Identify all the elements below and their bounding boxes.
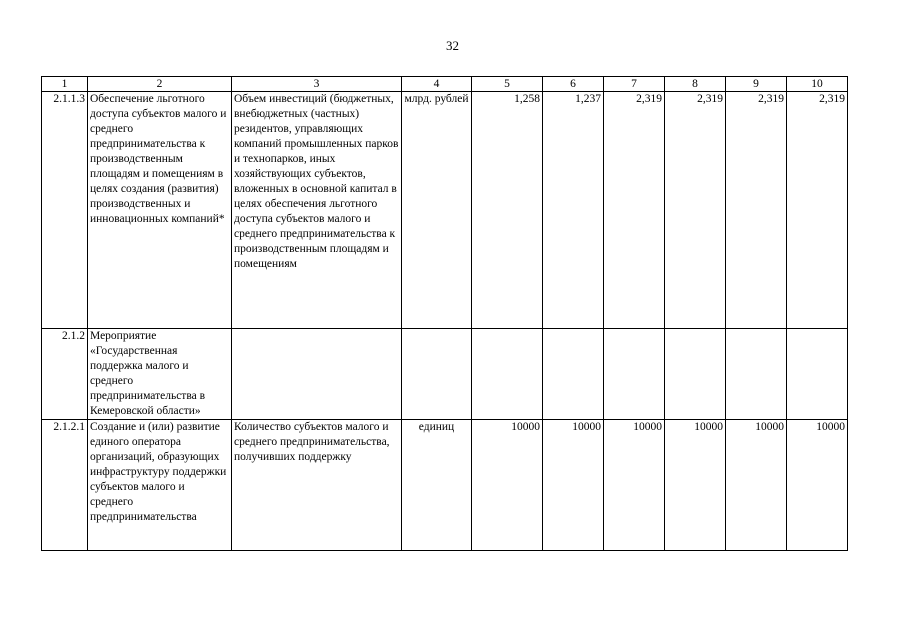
column-header: 9 (726, 77, 787, 92)
activity-name: Мероприятие «Государственная поддержка малого и среднего предпринимательства в Кемеровской области» (88, 329, 232, 420)
activity-name: Обеспечение льготного доступа субъектов малого и среднего предпринимательства к производственным площадям и помещениям в целях создания (развития) производственных и инновационных компаний* (88, 92, 232, 329)
column-number-row (42, 77, 848, 92)
column-header: 3 (232, 77, 402, 92)
table-row (42, 329, 848, 420)
indicator-name: Объем инвестиций (бюджетных, внебюджетных (частных) резидентов, управляющих компаний промышленных парков и технопарков, иных хозяйствующих субъектов, вложенных в основной капитал в целях обеспечения льготного доступа субъектов малого и среднего предпринимательства к производственным площадям и помещениям (232, 92, 402, 329)
column-header: 5 (472, 77, 543, 92)
value-cell: 10000 (604, 420, 665, 551)
page-number: 32 (446, 38, 459, 53)
value-cell: 2,319 (787, 92, 848, 329)
unit-of-measure: млрд. рублей (402, 92, 472, 329)
column-header: 4 (402, 77, 472, 92)
value-cell: 10000 (472, 420, 543, 551)
value-cell: 2,319 (665, 92, 726, 329)
column-header: 7 (604, 77, 665, 92)
column-header: 8 (665, 77, 726, 92)
value-cell (787, 329, 848, 420)
value-cell (726, 329, 787, 420)
value-cell: 1,237 (543, 92, 604, 329)
indicator-name: Количество субъектов малого и среднего предпринимательства, получивших поддержку (232, 420, 402, 551)
value-cell: 2,319 (604, 92, 665, 329)
row-number: 2.1.1.3 (42, 92, 88, 329)
value-cell: 10000 (543, 420, 604, 551)
column-header: 2 (88, 77, 232, 92)
value-cell: 1,258 (472, 92, 543, 329)
indicators-table (41, 76, 848, 551)
value-cell: 2,319 (726, 92, 787, 329)
column-header: 10 (787, 77, 848, 92)
table-row (42, 420, 848, 551)
value-cell (604, 329, 665, 420)
column-header: 6 (543, 77, 604, 92)
row-number: 2.1.2 (42, 329, 88, 420)
value-cell (472, 329, 543, 420)
indicator-name (232, 329, 402, 420)
value-cell: 10000 (726, 420, 787, 551)
value-cell: 10000 (665, 420, 726, 551)
table-row (42, 92, 848, 329)
unit-of-measure (402, 329, 472, 420)
row-number: 2.1.2.1 (42, 420, 88, 551)
value-cell (543, 329, 604, 420)
column-header: 1 (42, 77, 88, 92)
activity-name: Создание и (или) развитие единого оператора организаций, образующих инфраструктуру поддержки субъектов малого и среднего предпринимательства (88, 420, 232, 551)
value-cell (665, 329, 726, 420)
value-cell: 10000 (787, 420, 848, 551)
unit-of-measure: единиц (402, 420, 472, 551)
